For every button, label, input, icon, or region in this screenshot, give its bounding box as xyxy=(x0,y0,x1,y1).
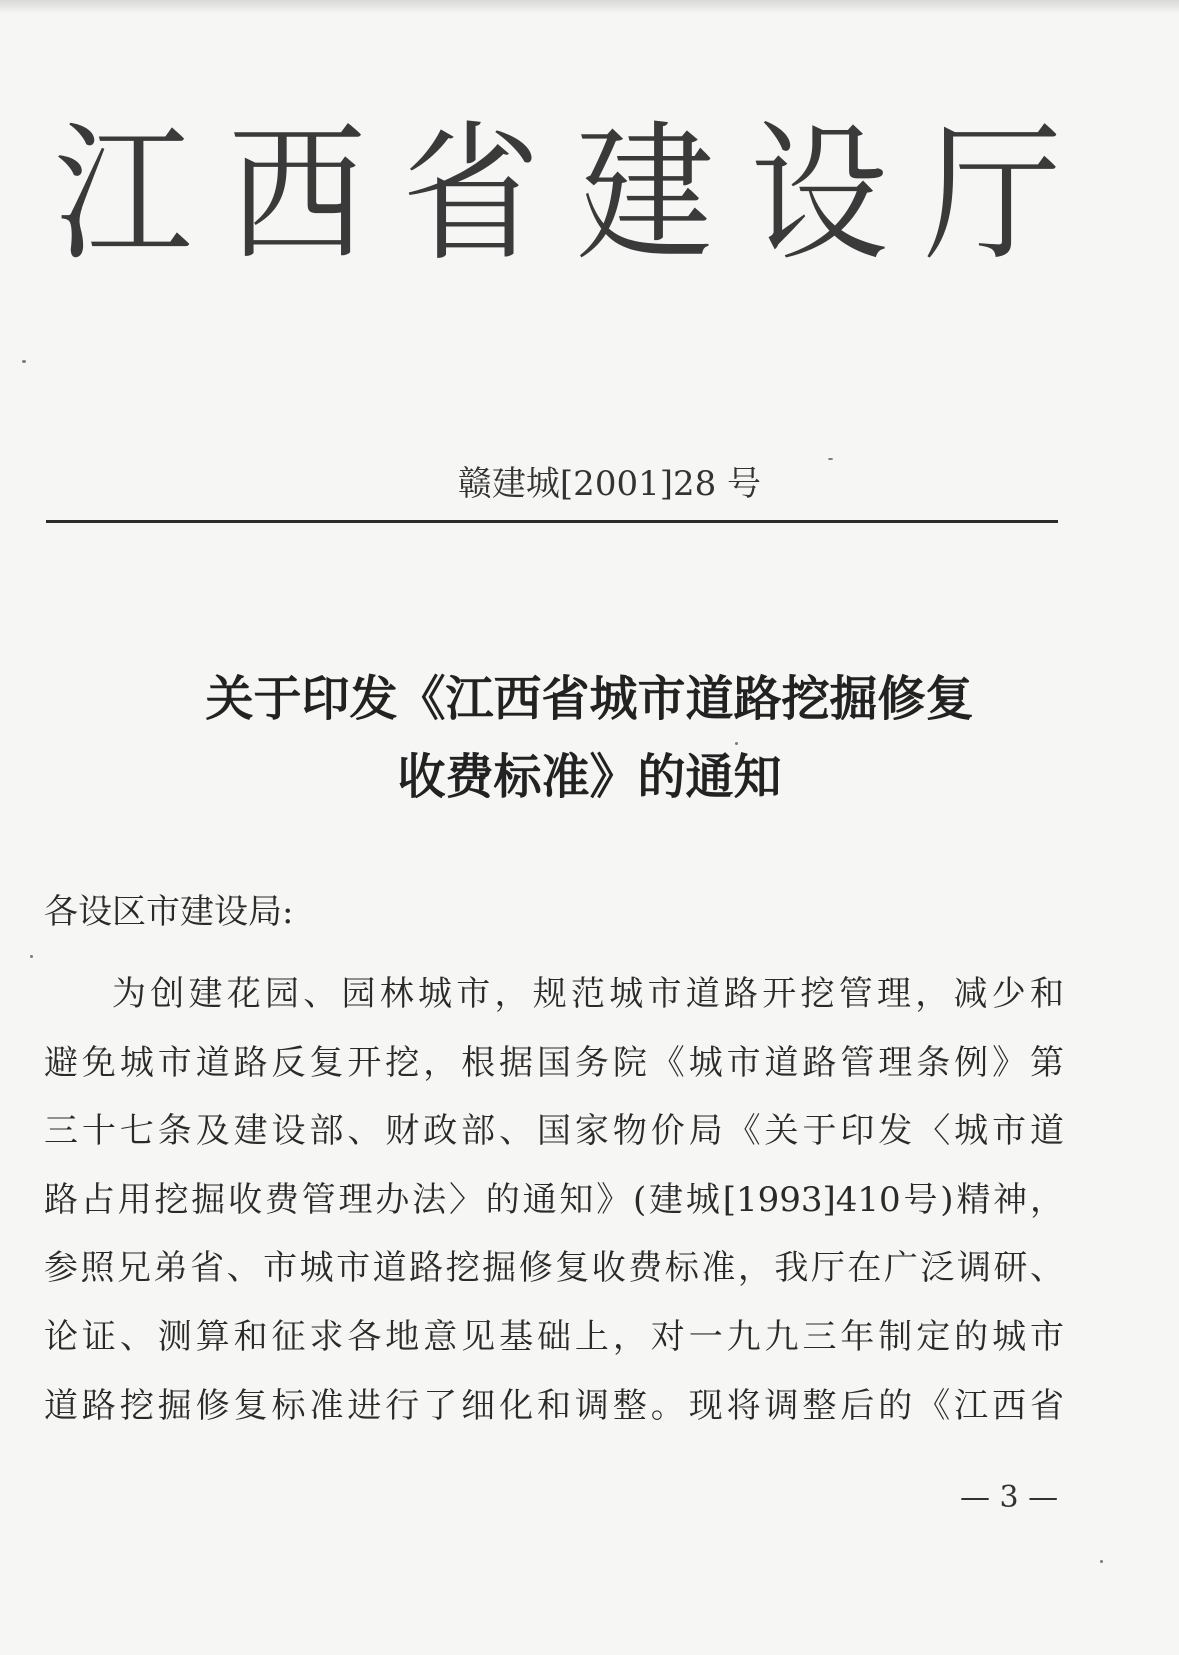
scan-speck xyxy=(1100,1560,1103,1563)
body-paragraph xyxy=(44,960,1064,1440)
body-line: 为创建花园、园林城市，规范城市道路开挖管理，减少和 xyxy=(112,974,1064,1014)
letterhead-char: 建 xyxy=(575,108,714,282)
scan-speck xyxy=(735,742,738,745)
letterhead-char: 省 xyxy=(401,108,540,282)
body-line: 参照兄弟省、市城市道路挖掘修复收费标准，我厅在广泛调研、 xyxy=(44,1248,1064,1289)
document-number-prefix: 赣建城 xyxy=(457,464,560,504)
letterhead-char: 设 xyxy=(749,108,888,282)
scan-speck xyxy=(30,955,33,958)
notice-title xyxy=(0,660,1179,816)
body-line: 路占用挖掘收费管理办法〉的通知》(建城[1993]410号)精神， xyxy=(44,1179,1064,1220)
notice-title-line-2: 收费标准》的通知 xyxy=(397,749,782,805)
page-number: — 3 — xyxy=(960,1480,1059,1515)
letterhead-char: 厅 xyxy=(923,108,1062,282)
letterhead-title xyxy=(48,110,1068,280)
document-number xyxy=(0,462,1179,506)
letterhead-char: 江 xyxy=(54,108,193,282)
body-line: 论证、测算和征求各地意见基础上，对一九九三年制定的城市 xyxy=(44,1316,1064,1357)
document-number-suffix: 28 号 xyxy=(672,464,762,504)
letterhead-divider xyxy=(46,520,1058,523)
salutation: 各设区市建设局: xyxy=(44,892,294,932)
scan-speck xyxy=(828,458,833,460)
scan-edge-shadow xyxy=(0,0,1179,14)
body-line: 避免城市道路反复开挖，根据国务院《城市道路管理条例》第 xyxy=(44,1042,1064,1083)
letterhead-char: 西 xyxy=(227,108,366,282)
notice-title-line-1: 关于印发《江西省城市道路挖掘修复 xyxy=(205,671,974,727)
document-number-year: [2001] xyxy=(559,464,673,504)
body-line: 道路挖掘修复标准进行了细化和调整。现将调整后的《江西省 xyxy=(44,1385,1064,1426)
body-line: 三十七条及建设部、财政部、国家物价局《关于印发〈城市道 xyxy=(44,1111,1064,1152)
scan-speck xyxy=(22,360,26,363)
